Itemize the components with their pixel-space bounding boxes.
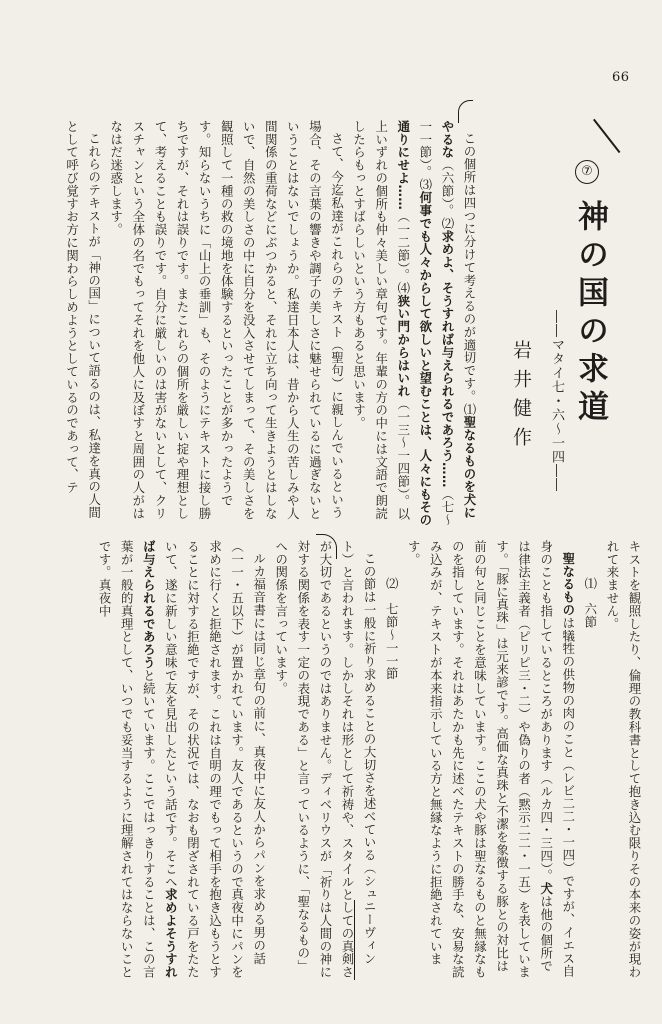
article-author: 岩井健作	[510, 340, 532, 456]
bold-phrase: 求めよ、そうすれば与えられるであろう……	[439, 229, 455, 488]
text-run: （一二節）。⑷	[395, 210, 411, 295]
paragraph	[93, 540, 270, 980]
bold-phrase: 聖なるもの	[560, 552, 576, 617]
paragraph	[348, 120, 480, 530]
bold-phrase: 狭い門からはいれ	[395, 294, 411, 398]
text-run: ⑵ 七節〜一一節	[384, 577, 400, 681]
text-run: は犠牲の供物の肉のこと（レビ二二・一四）ですが、イエス自身のことも指しているところがあります（ルカ四・三四）。	[538, 540, 576, 979]
article-header	[500, 100, 610, 530]
article-number: ⑦	[575, 160, 599, 184]
paragraph	[380, 540, 402, 980]
paragraph	[601, 540, 645, 980]
text-run: は他の個所では律法主義者（ピリピ三・二）や偽りの者（黙示二二・一五）を表しています。「豚に真珠」は元来諺です。高価な真珠と不潔を象徴する豚との対比は前の句と同じことを意味していま	[472, 540, 554, 979]
text-run: この個所は四つに分けて考えるのが適切です。⑴	[462, 132, 477, 417]
bold-phrase: 何事でも人々からして欲しいと望むことは、人々にもその通りにせよ……	[395, 120, 433, 527]
text-run: と続いています。ここではっきりすることは、この言葉が一般的真理として、いつでも妥当するように理解されてはならないことです。真夜中	[97, 540, 157, 979]
paragraph	[61, 120, 105, 530]
text-run: ⑴ 六節	[582, 577, 598, 629]
upper-text-block	[64, 120, 480, 530]
lower-text-block	[60, 540, 645, 980]
page-number: 66	[612, 70, 630, 85]
text-run: この節は一般に祈り求めることの大切さを述べている（シュニーヴィント）と言われます。しかしそれは形として祈祷や、スタイルとしての真剣さが大切であるというのではありません。ディベリウスが「祈りは人間の神に対する関係を表す一定の表現である」と言っているように、「聖なるもの」への関係を言っています。	[273, 540, 378, 979]
text-run: （一三〜一四節）。以上いずれの個所も仲々美しい章句です。年輩の方の中には文語で朗読したらもっとすばらしいという方もあると思います。	[351, 120, 411, 521]
bold-phrase: 犬	[538, 882, 554, 896]
bold-phrase: 求めよそうすれば与えられるであろう	[141, 540, 179, 979]
bold-phrase: 聖なるものを犬にやるな	[439, 120, 477, 520]
text-run: （七〜一一節）。⑶	[417, 120, 455, 527]
text-run: す。ここの犬や豚は聖なるものと無縁なものを指しています。それはあたかも先に述べたテキストの勝手な、安易な読み込みが、テキストが本来指示している方と無縁なように拒絶されています。	[406, 540, 488, 979]
paragraph	[270, 540, 380, 980]
decorative-slash	[593, 119, 620, 153]
paragraph	[402, 540, 579, 980]
text-run: （六節）。⑵	[439, 158, 455, 230]
text-run: さて、今迄私達がこれらのテキスト（聖句）に親しんでいるという場合、その言葉の響きや調子の美しさに魅せられているに過ぎないということはないでしょうか。私達日本人は、昔から人生の苦しみや人間関係の重荷などにぶつかると、それに立ち向って生きようとはしないで、自然の美しさの中に自分を没入させてしまって、その美しさを観照して一種の救の境地を体験するといったことが多かったようです。知らないうちに「山上の垂訓」も、そのようにテキストに接し勝ちですが、それは誤りです。またこれらの個所を厳しい掟や理想として、考えることも誤りです。自分に厳しいのは害がないとして、クリスチャンという全体の名でもってそれを他人に及ぼすと周囲の人がはなはだ迷惑します。	[108, 120, 345, 520]
text-run: これらのテキストが「神の国」について語るのは、私達を真の人間として呼び覚すお方に関わらしめようとしているのであって、テ	[64, 120, 102, 520]
article-title: 神の国の求道	[572, 200, 608, 428]
paragraph	[105, 120, 348, 530]
text-run: ルカ福音書には同じ章句の前に、真夜中に友人からパンを求める男の話（一一・五以下）が置かれています。友人であるというので真夜中にパンを求めに行くと拒絶されます。これは自明の理でもって相手を抱き込もうとすることに対する拒絶ですが、その状況では、なおも閉ざされている戸をたたいて、遂に新しい意味で友を見出したという話です。そこへ	[163, 540, 267, 979]
paragraph	[579, 540, 601, 980]
article-subtitle: ――マタイ七・六〜一四――	[549, 310, 564, 492]
text-run: キストを観照したり、倫理の教科書として抱き込む限りその本来の姿が現われて来ません。	[604, 540, 642, 979]
